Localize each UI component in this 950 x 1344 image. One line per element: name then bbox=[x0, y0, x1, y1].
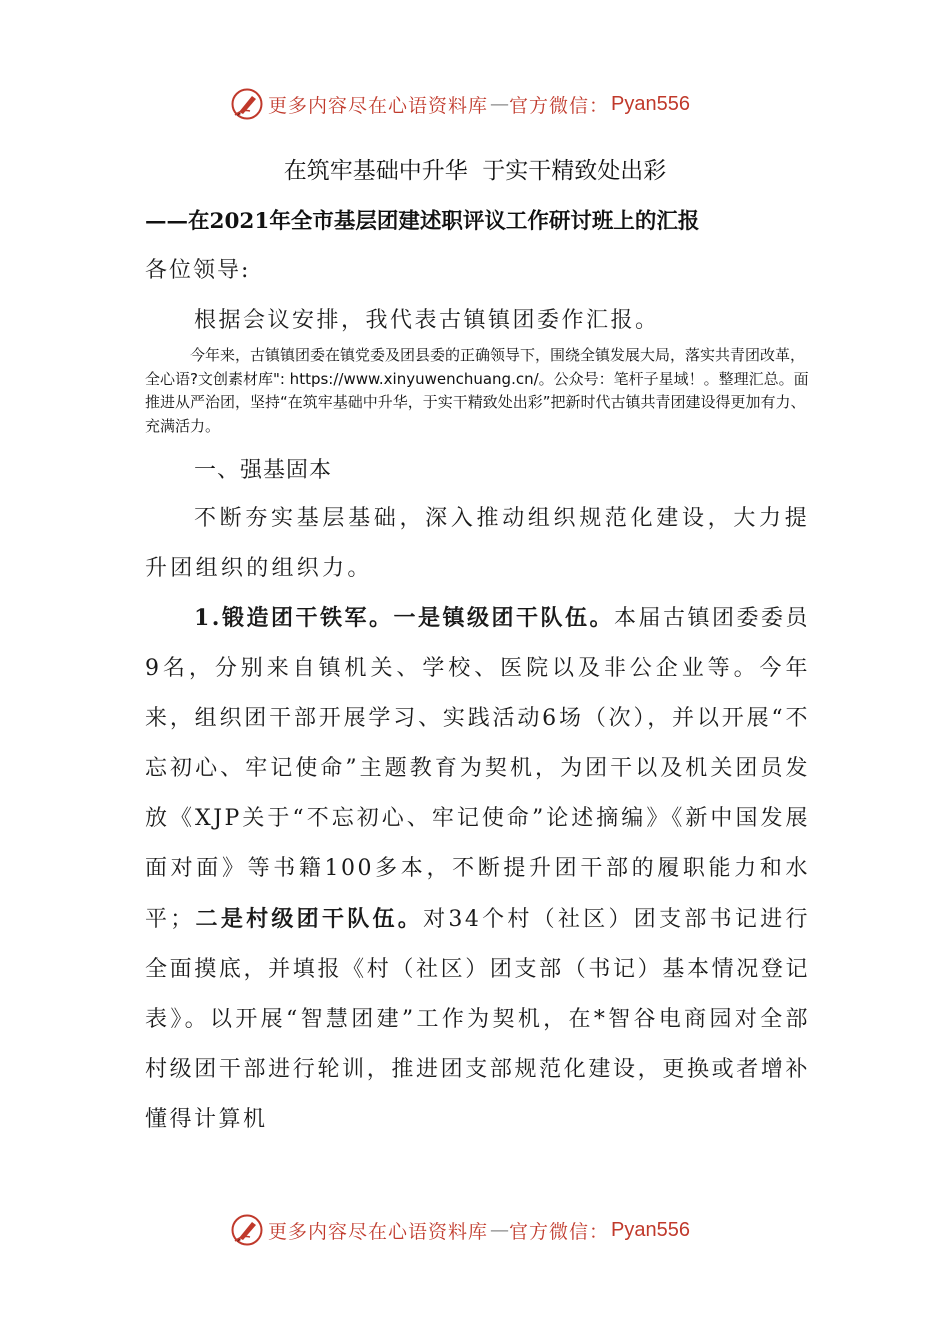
item-heading: 1.锻造团干铁军。 bbox=[194, 605, 394, 631]
greeting: 各位领导: bbox=[145, 258, 251, 283]
banner-wechat-id: Pyan556 bbox=[611, 92, 690, 115]
banner-wechat-id: Pyan556 bbox=[611, 1218, 690, 1241]
section-intro-paragraph: 不断夯实基层基础，深入推动组织规范化建设，大力提升团组织的组织力。 bbox=[145, 506, 810, 581]
banner-wechat-label: 官方微信： bbox=[509, 1220, 610, 1243]
header-banner bbox=[230, 84, 690, 124]
document-subtitle: ——在2021年全市基层团建述职评议工作研讨班上的汇报 bbox=[145, 209, 700, 234]
pen-nib-logo-icon bbox=[230, 87, 264, 121]
banner-slogan: 更多内容尽在心语资料库 bbox=[268, 1220, 489, 1243]
banner-wechat-label: 官方微信： bbox=[509, 94, 610, 117]
banner-slogan: 更多内容尽在心语资料库 bbox=[268, 94, 489, 117]
point-heading: 二是村级团干队伍。 bbox=[194, 906, 424, 932]
section-heading: 一、强基固本 bbox=[194, 458, 333, 483]
point-heading: 一是镇级团干队伍。 bbox=[393, 605, 614, 631]
point-text: 对34个村（社区）团支部书记进行全面摸底，并填报《村（社区）团支部（书记）基本情况登记表》。以开展“智慧团建”工作为契机，在*智谷电商园对全部村级团干部进行轮训，推进团支部规范化建设，更换或者增补懂得计算机 bbox=[145, 907, 810, 1132]
document-title: 在筑牢基础中升华 于实干精致处出彩 bbox=[283, 158, 667, 184]
pen-nib-logo-icon bbox=[230, 1213, 264, 1247]
intro-paragraph: 根据会议安排，我代表古镇镇团委作汇报。 bbox=[194, 308, 660, 333]
banner-dash: — bbox=[490, 93, 510, 115]
point-text: 本届古镇团委委员9名，分别来自镇机关、学校、医院以及非公企业等。今年来，组织团干部开展学习、实践活动6场（次），并以开展“不忘初心、牢记使命”主题教育为契机，为团干以及机关团员发放《XJP关于“不忘初心、牢记使命”论述摘编》《新中国发展面对面》等书籍100多本，不断提升团干部的履职能力和水平； bbox=[145, 606, 810, 932]
summary-paragraph: 今年来，古镇镇团委在镇党委及团县委的正确领导下，围绕全镇发展大局，落实共青团改革，全心语?文创素材库": https://www.xinyuwenchuang.cn/。公众号：笔杆子星域！。整理汇总。面推进从严治团，坚持“在筑牢基础中升华，于实干精致处出彩”把新时代古镇共青团建设得更加有力、充满活力。 bbox=[145, 346, 809, 435]
banner-dash: — bbox=[490, 1219, 510, 1241]
footer-banner bbox=[230, 1210, 690, 1250]
item-paragraph bbox=[145, 593, 810, 1145]
